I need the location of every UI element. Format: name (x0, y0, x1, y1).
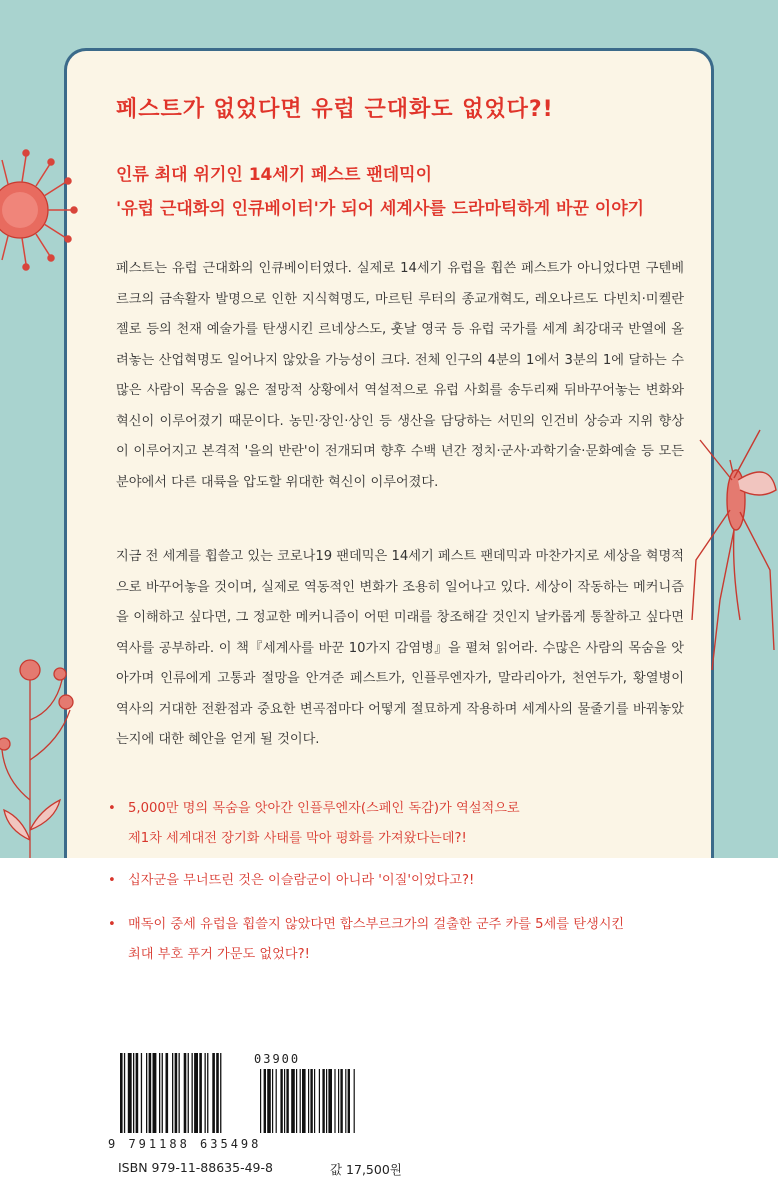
barcode-addon-bar (284, 1069, 285, 1133)
virus-illustration (0, 130, 90, 300)
barcode-bar (133, 1053, 134, 1133)
barcode-bar (153, 1053, 157, 1133)
bullet-item (108, 910, 708, 970)
bullet-text-continued: 제1차 세계대전 장기화 사태를 막아 평화를 가져왔다는데?! (128, 831, 467, 846)
barcode-bar (166, 1053, 169, 1133)
barcode-addon-bar (328, 1069, 332, 1133)
barcode-addon-bar (310, 1069, 312, 1133)
barcode-bar (124, 1053, 125, 1133)
bullet-text: 5,000만 명의 목숨을 앗아간 인플루엔자(스페인 독감)가 역설적으로 (128, 801, 520, 816)
barcode-addon-bar (276, 1069, 277, 1133)
bullet-mark: • (108, 917, 116, 932)
barcode-bar (179, 1053, 180, 1133)
barcode-bar (172, 1053, 173, 1133)
barcode-addon-bar (272, 1069, 273, 1133)
price-text: 값 17,500원 (330, 1162, 402, 1177)
barcode-addon-bar (280, 1069, 282, 1133)
barcode-bar (149, 1053, 152, 1133)
barcode-addon-bar (340, 1069, 342, 1133)
barcode-addon-bar (334, 1069, 335, 1133)
barcode-addon-bar (300, 1069, 301, 1133)
barcode-addon-bar (286, 1069, 288, 1133)
barcode-bar (216, 1053, 219, 1133)
bullet-text: 십자군을 무너뜨린 것은 이슬람군이 아니라 '이질'이었다고?! (128, 873, 475, 888)
barcode-bar (199, 1053, 202, 1133)
barcode-addon-bar (302, 1069, 306, 1133)
barcode-bar (128, 1053, 132, 1133)
bullet-mark: • (108, 873, 116, 888)
barcode (120, 1053, 384, 1133)
barcode-addon-bar (338, 1069, 339, 1133)
barcode-addon-bar (308, 1069, 309, 1133)
bullet-text-continued: 최대 부호 푸거 가문도 없었다?! (128, 947, 310, 962)
barcode-digits: 9 791188 635498 (108, 1137, 262, 1151)
headline: 페스트가 없었다면 유럽 근대화도 없었다?! (116, 97, 554, 122)
barcode-addon-bar (322, 1069, 324, 1133)
barcode-bar (136, 1053, 139, 1133)
barcode-bar (141, 1053, 142, 1133)
bullet-text: 매독이 중세 유럽을 휩쓸지 않았다면 합스부르크가의 걸출한 군주 카를 5세를 탄생시킨 (128, 917, 625, 932)
barcode-addon-bar (348, 1069, 350, 1133)
bullet-item (108, 794, 708, 854)
barcode-bar (205, 1053, 206, 1133)
barcode-addon-bar (314, 1069, 315, 1133)
barcode-addon-bar (264, 1069, 266, 1133)
barcode-addon-bar (345, 1069, 346, 1133)
barcode-addon-bar (267, 1069, 271, 1133)
barcode-addon-bar (354, 1069, 355, 1133)
barcode-addon-bar (319, 1069, 320, 1133)
bullet-item (108, 866, 708, 896)
body-paragraph-2: 지금 전 세계를 휩쓸고 있는 코로나19 팬데믹은 14세기 페스트 팬데믹과 마찬가지로 세상을 혁명적으로 바꾸어놓을 것이며, 실제로 역동적인 변화가 조용히 일어나고 있다. 세상이 작동하는 메커니즘을 이해하고 싶다면, 그 정교한 메커니즘이 어떤 미래를 창조해갈 것인지 날카롭게 통찰하고 싶다면 역사를 공부하라. 이 책『세계사를 바꾼 10가지 감염병』을 펼쳐 읽어라. 수많은 사람의 목숨을 앗아가며 인류에게 고통과 절망을 안겨준 페스트가, 인플루엔자가, 말라리아가, 천연두가, 황열병이 역사의 거대한 전환점과 중요한 변곡점마다 어떻게 절묘하게 작용하며 세계사의 물줄기를 바꿔놓았는지에 대한 혜안을 얻게 될 것이다. (116, 549, 684, 747)
barcode-bar (175, 1053, 178, 1133)
barcode-bar (192, 1053, 193, 1133)
barcode-bar (184, 1053, 187, 1133)
barcode-bar (162, 1053, 163, 1133)
bullet-mark: • (108, 801, 116, 816)
barcode-addon-bar (326, 1069, 327, 1133)
isbn-text: ISBN 979-11-88635-49-8 (118, 1160, 273, 1175)
barcode-addon-code: 03900 (254, 1052, 301, 1066)
barcode-bar (194, 1053, 198, 1133)
barcode-bar (146, 1053, 147, 1133)
barcode-bar (212, 1053, 215, 1133)
barcode-bar (207, 1053, 208, 1133)
mosquito-illustration (690, 420, 778, 680)
barcode-addon-bar (260, 1069, 261, 1133)
flower-illustration (0, 640, 80, 858)
barcode-bar (188, 1053, 189, 1133)
barcode-bar (159, 1053, 160, 1133)
barcode-bar (220, 1053, 221, 1133)
subheadline-line-2: '유럽 근대화의 인큐베이터'가 되어 세계사를 드라마틱하게 바꾼 이야기 (116, 199, 645, 219)
barcode-addon-bar (291, 1069, 295, 1133)
body-paragraph-1: 페스트는 유럽 근대화의 인큐베이터였다. 실제로 14세기 유럽을 휩쓴 페스트가 아니었다면 구텐베르크의 금속활자 발명으로 인한 지식혁명도, 마르틴 루터의 종교개혁도, 레오나르도 다빈치·미켈란젤로 등의 천재 예술가를 탄생시킨 르네상스도, 훗날 영국 등 유럽 국가를 세계 최강대국 반열에 올려놓는 산업혁명도 일어나지 않았을 가능성이 크다. 전체 인구의 4분의 1에서 3분의 1에 달하는 수많은 사람이 목숨을 잃은 절망적 상황에서 역설적으로 유럽 사회를 송두리째 뒤바꾸어놓는 변화와 혁신이 이루어졌기 때문이다. 농민·장인·상인 등 생산을 담당하는 서민의 인건비 상승과 지위 향상이 이루어지고 본격적 '을의 반란'이 전개되며 향후 수백 년간 정치·군사·과학기술·문화예술 등 모든 분야에서 다른 대륙을 압도할 위대한 혁신이 이루어졌다. (116, 261, 684, 490)
barcode-addon-bar (296, 1069, 297, 1133)
subheadline-line-1: 인류 최대 위기인 14세기 페스트 팬데믹이 (116, 165, 433, 185)
barcode-bar (120, 1053, 123, 1133)
